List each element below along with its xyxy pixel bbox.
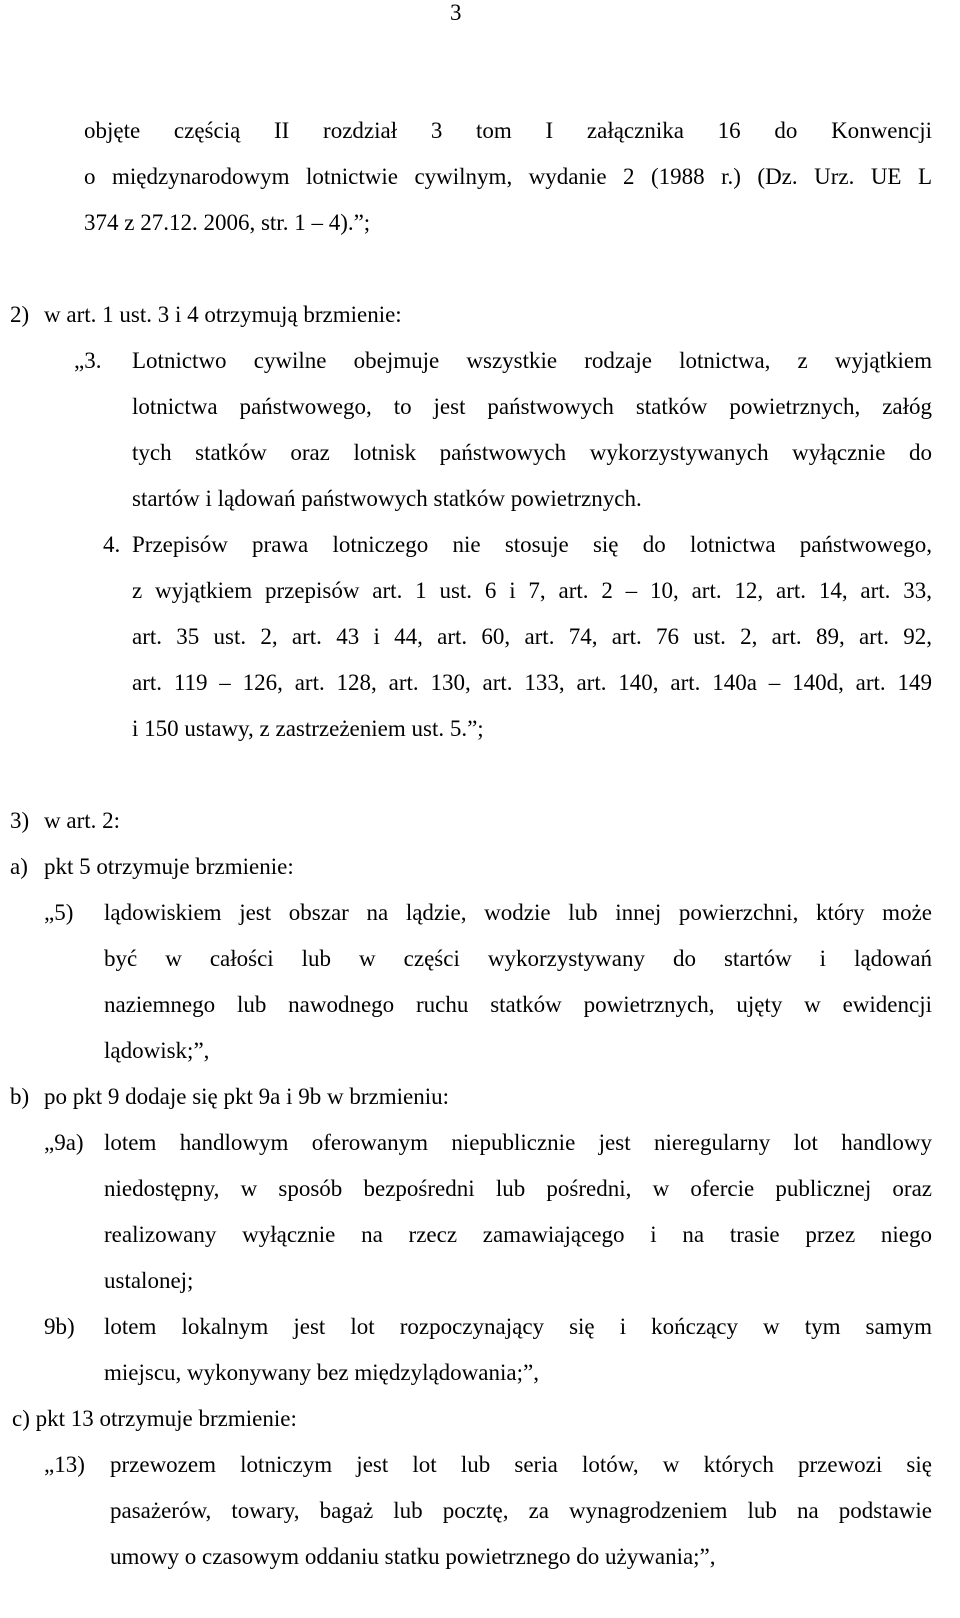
text-line: Przepisów prawa lotniczego nie stosuje się do lotnictwa państwowego,	[132, 532, 932, 557]
text-line: naziemnego lub nawodnego ruchu statków powietrznych, ujęty w ewidencji	[104, 992, 932, 1017]
paragraph-number: „3.	[74, 348, 102, 373]
letter-text: pkt 5 otrzymuje brzmienie:	[44, 854, 294, 879]
point-number: „5)	[44, 900, 74, 925]
letter-text: c) pkt 13 otrzymuje brzmienie:	[12, 1406, 297, 1431]
paragraph-number: 4.	[103, 532, 121, 557]
text-line: art. 119 – 126, art. 128, art. 130, art. 133, art. 140, art. 140a – 140d, art. 149	[132, 670, 932, 695]
page-number: 3	[450, 0, 462, 25]
text-line: tych statków oraz lotnisk państwowych wykorzystywanych wyłącznie do	[132, 440, 932, 465]
text-line: objęte częścią II rozdział 3 tom I załącznika 16 do Konwencji	[84, 118, 932, 143]
item-text: w art. 2:	[44, 808, 121, 833]
point-number: „13)	[44, 1452, 85, 1477]
text-line: lotem lokalnym jest lot rozpoczynający się i kończący w tym samym	[104, 1314, 932, 1339]
item-number: 2)	[10, 302, 30, 327]
text-line: miejscu, wykonywany bez międzylądowania;”,	[104, 1360, 539, 1385]
text-line: lotnictwa państwowego, to jest państwowych statków powietrznych, załóg	[132, 394, 932, 419]
text-line: być w całości lub w części wykorzystywany do startów i lądowań	[104, 946, 932, 971]
text-line: startów i lądowań państwowych statków powietrznych.	[132, 486, 642, 511]
text-line: realizowany wyłącznie na rzecz zamawiającego i na trasie przez niego	[104, 1222, 932, 1247]
text-line: pasażerów, towary, bagaż lub pocztę, za wynagrodzeniem lub na podstawie	[110, 1498, 932, 1523]
text-line: lotem handlowym oferowanym niepublicznie jest nieregularny lot handlowy	[104, 1130, 932, 1155]
text-line: o międzynarodowym lotnictwie cywilnym, wydanie 2 (1988 r.) (Dz. Urz. UE L	[84, 164, 932, 189]
letter-text: po pkt 9 dodaje się pkt 9a i 9b w brzmieniu:	[44, 1084, 449, 1109]
text-line: ustalonej;	[104, 1268, 194, 1293]
text-line: i 150 ustawy, z zastrzeżeniem ust. 5.”;	[132, 716, 484, 741]
text-line: z wyjątkiem przepisów art. 1 ust. 6 i 7, art. 2 – 10, art. 12, art. 14, art. 33,	[132, 578, 932, 603]
text-line: 374 z 27.12. 2006, str. 1 – 4).”;	[84, 210, 371, 235]
letter-label: a)	[10, 854, 28, 879]
point-number: „9a)	[44, 1130, 84, 1155]
text-line: niedostępny, w sposób bezpośredni lub pośredni, w ofercie publicznej oraz	[104, 1176, 932, 1201]
letter-label: b)	[10, 1084, 30, 1109]
text-line: Lotnictwo cywilne obejmuje wszystkie rodzaje lotnictwa, z wyjątkiem	[132, 348, 932, 373]
text-line: lądowiskiem jest obszar na lądzie, wodzie lub innej powierzchni, który może	[104, 900, 932, 925]
text-line: art. 35 ust. 2, art. 43 i 44, art. 60, art. 74, art. 76 ust. 2, art. 89, art. 92,	[132, 624, 932, 649]
item-number: 3)	[10, 808, 30, 833]
point-number: 9b)	[44, 1314, 75, 1339]
text-line: przewozem lotniczym jest lot lub seria lotów, w których przewozi się	[110, 1452, 932, 1477]
text-line: lądowisk;”,	[104, 1038, 210, 1063]
text-line: umowy o czasowym oddaniu statku powietrznego do używania;”,	[110, 1544, 716, 1569]
item-text: w art. 1 ust. 3 i 4 otrzymują brzmienie:	[44, 302, 402, 327]
